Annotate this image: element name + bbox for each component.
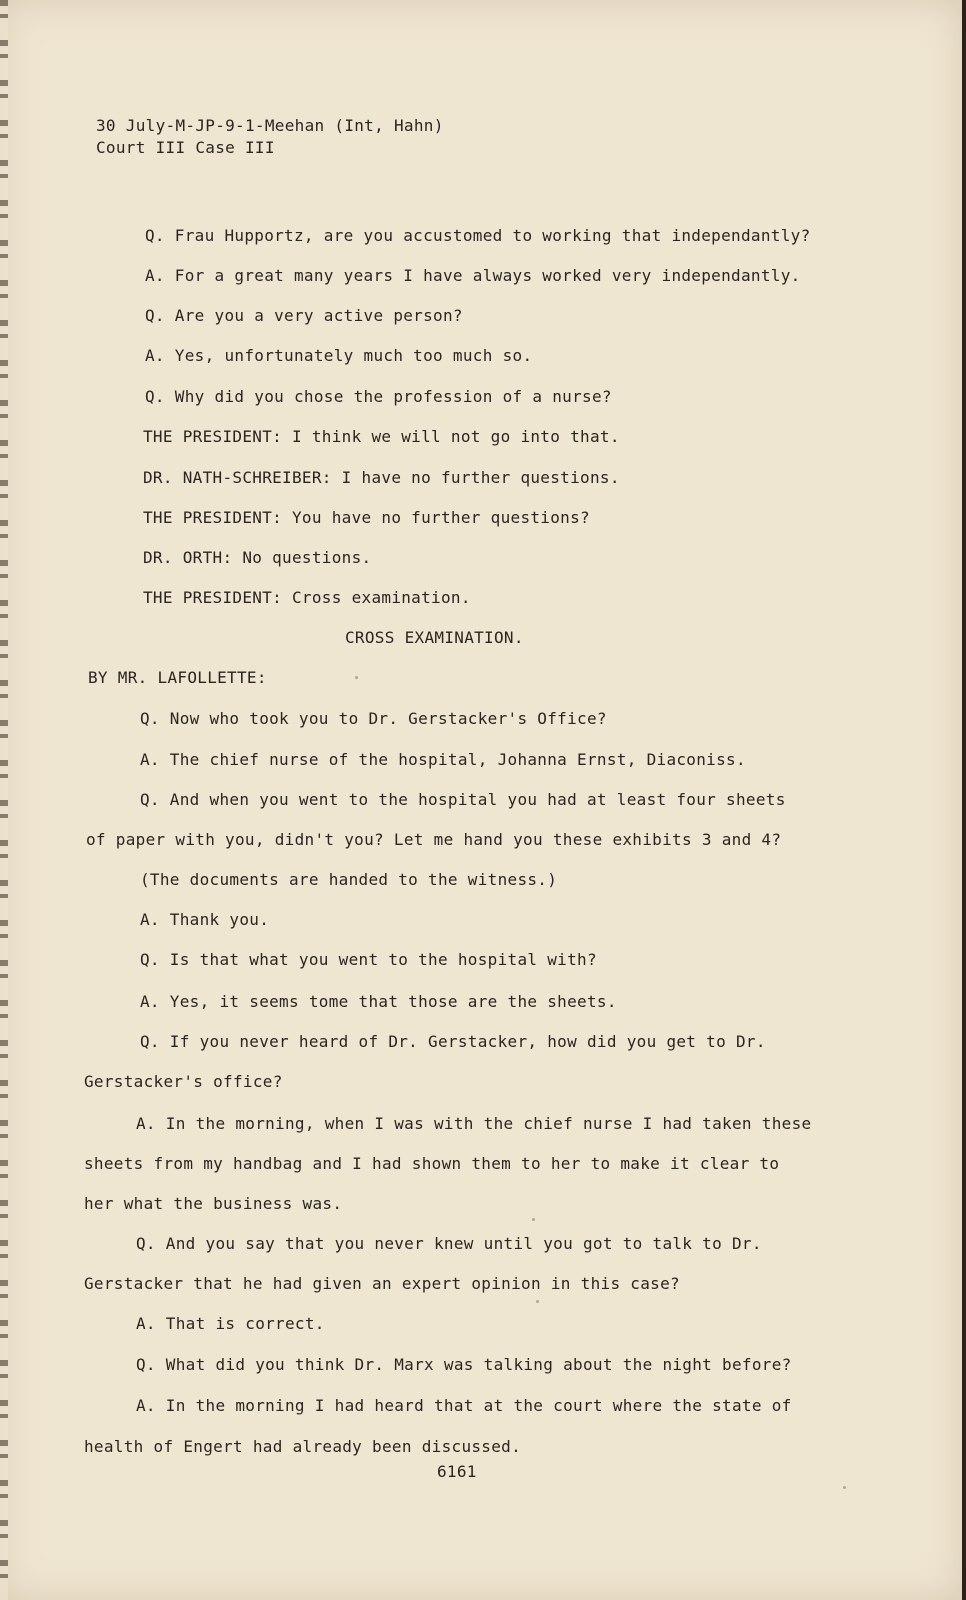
section-title: CROSS EXAMINATION. <box>345 628 524 647</box>
continuation-line: health of Engert had already been discussed. <box>84 1437 522 1456</box>
speaker-line: THE PRESIDENT: I think we will not go into that. <box>143 427 620 446</box>
question-line: Q. Now who took you to Dr. Gerstacker's Office? <box>140 709 607 728</box>
paper-speck <box>355 676 358 679</box>
answer-line: A. That is correct. <box>136 1314 325 1333</box>
speaker-line: THE PRESIDENT: Cross examination. <box>143 588 471 607</box>
question-line: Q. Frau Hupportz, are you accustomed to working that independantly? <box>145 226 811 245</box>
question-line: Q. Is that what you went to the hospital with? <box>140 950 597 969</box>
question-line: Q. And when you went to the hospital you had at least four sheets <box>140 790 786 809</box>
speaker-line: DR. NATH-SCHREIBER: I have no further questions. <box>143 468 620 487</box>
question-line: Q. What did you think Dr. Marx was talking about the night before? <box>136 1355 792 1374</box>
answer-line: A. For a great many years I have always worked very independantly. <box>145 266 801 285</box>
parenthetical-line: (The documents are handed to the witness.) <box>140 870 558 889</box>
question-line: Q. And you say that you never knew until you got to talk to Dr. <box>136 1234 762 1253</box>
header-line-1: 30 July-M-JP-9-1-Meehan (Int, Hahn) <box>96 116 444 135</box>
speaker-line: DR. ORTH: No questions. <box>143 548 372 567</box>
question-line: Q. If you never heard of Dr. Gerstacker, how did you get to Dr. <box>140 1032 766 1051</box>
continuation-line: sheets from my handbag and I had shown them to her to make it clear to <box>84 1154 780 1173</box>
question-line: Q. Are you a very active person? <box>145 306 463 325</box>
paper-speck <box>843 1486 846 1489</box>
continuation-line: of paper with you, didn't you? Let me hand you these exhibits 3 and 4? <box>86 830 782 849</box>
continuation-line: her what the business was. <box>84 1194 343 1213</box>
paper-speck <box>532 1218 535 1221</box>
answer-line: A. In the morning I had heard that at the court where the state of <box>136 1396 792 1415</box>
answer-line: A. Yes, unfortunately much too much so. <box>145 346 533 365</box>
answer-line: A. In the morning, when I was with the chief nurse I had taken these <box>136 1114 812 1133</box>
page-number: 6161 <box>437 1462 477 1481</box>
header-line-2: Court III Case III <box>96 138 275 157</box>
speaker-line: THE PRESIDENT: You have no further questions? <box>143 508 590 527</box>
paper-speck <box>536 1300 539 1303</box>
answer-line: A. Thank you. <box>140 910 270 929</box>
torn-left-edge <box>0 0 8 1600</box>
continuation-line: Gerstacker that he had given an expert opinion in this case? <box>84 1274 680 1293</box>
continuation-line: Gerstacker's office? <box>84 1072 283 1091</box>
question-line: Q. Why did you chose the profession of a nurse? <box>145 387 612 406</box>
answer-line: A. Yes, it seems tome that those are the sheets. <box>140 992 617 1011</box>
examiner-line: BY MR. LAFOLLETTE: <box>88 668 267 687</box>
answer-line: A. The chief nurse of the hospital, Johanna Ernst, Diaconiss. <box>140 750 746 769</box>
